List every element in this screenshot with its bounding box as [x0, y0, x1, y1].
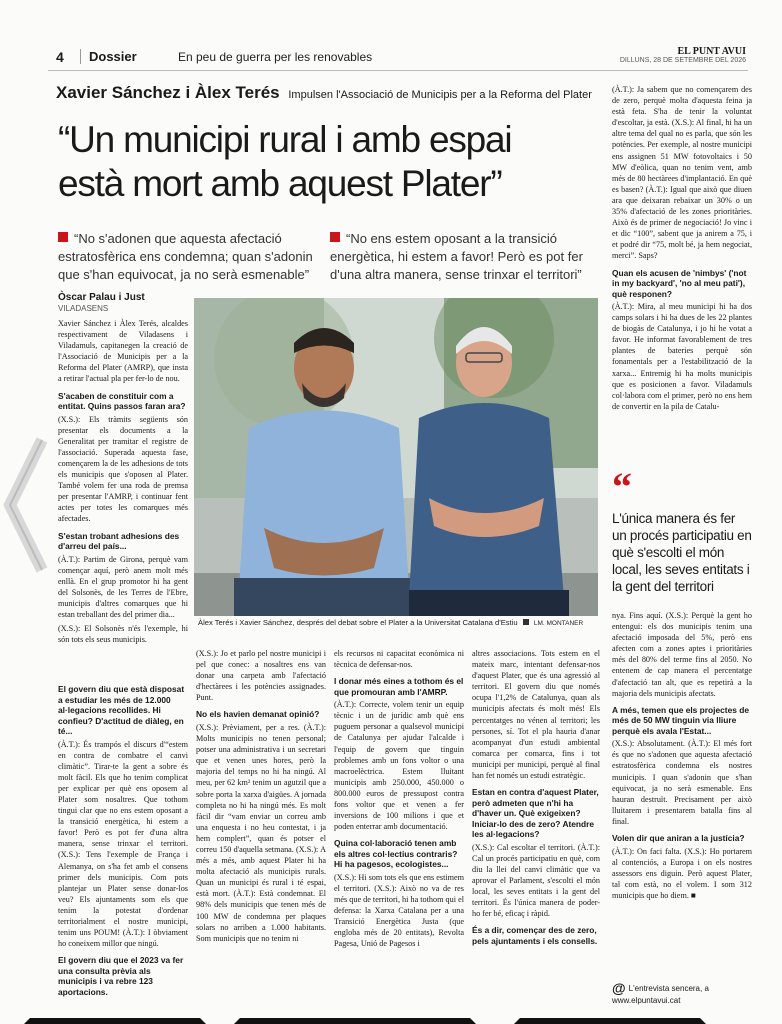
column-1-bottom	[58, 678, 188, 1010]
article-paragraph: (X.S.): Hi som tots els que ens estimem el territori. (X.S.): Això no va de res més que de territori, hi ha tothom qui el defensa: la Xarxa Catalana per a una Transició Energètica Justa (que engloba més de 20 entitats), Revolta Pagesa, Unió de Pagesos i	[334, 872, 464, 949]
article-paragraph: nya. Fins aquí. (X.S.): Perquè la gent ho entengui: els dos municipis tenim una afectació imposada del 5%, però ens afecten com a zones aptes i prioritàries més del 80% del terme fins al 2050. No entenem de cap manera el percentatge d'afectació tan alt, que es repetirà a la majoria dels municipis afectats.	[612, 611, 752, 698]
red-square-bullet-icon	[58, 232, 68, 242]
interview-question: S'acaben de constituir com a entitat. Quins passos faran ara?	[58, 390, 186, 412]
author-byline: Òscar Palau i Just	[58, 292, 145, 303]
article-paragraph: (X.S.): El Solsonès n'és l'exemple, hi són tots els seus municipis.	[58, 624, 188, 645]
article-paragraph: els recursos ni capacitat econòmica ni tècnica de defensar-nos.	[334, 649, 464, 670]
pull-quote-text: L'única manera és fer un procés participatiu en què s'escolti el món local, les seves entitats i la gent del territori	[612, 511, 752, 594]
page-bottom-decoration	[0, 1008, 782, 1024]
article-paragraph: (X.S.): Prèviament, per a res. (À.T.): Molts municipis no tenen personal; potser una administrativa i un secretari que et venen unes hores, però la majoria del temps no hi ha ningú. Al meu, per 62 km² tenim un agutzil que a sobre porta la xarxa d'aigües. A jornada completa no hi ha ningú més. Es molt fàcil dir “vam enviar un correu amb una enquesta i no heu contestat, i ja hem complert”, quan és potser el correu 150 d'aquella setmana. (X.S.): A més a més, amb aquest Plater hi ha molta afectació als municipis rurals. Quan un municipi és rural i té espai, està mort. (À.T.): Està condemnat. El 98% dels municipis que tenen més de 100 MW de condemna per plaques solars no arriben a 1.000 habitants. Som municipis que no tenim ni	[196, 722, 326, 943]
column-4	[472, 648, 600, 1010]
page-number: 4	[56, 49, 64, 65]
names-subtitle: Impulsen l'Associació de Municipis per a la Reforma del Plater	[288, 89, 592, 101]
highlight-quote-right	[330, 230, 592, 284]
quote-left-text: “No s'adonen que aquesta afectació estratosfèrica ens condemna; quan s'adonin que s'han equivocat, ja no serà esmenable”	[58, 231, 313, 282]
headline-line-1: “Un municipi rural i amb espai	[58, 119, 512, 160]
interview-question: Volen dir que aniran a la justícia?	[612, 833, 745, 843]
interview-question: Quan els acusen de 'nimbys' ('not in my backyard', 'no al meu pati'), què responen?	[612, 267, 747, 299]
interview-question: El govern diu que el 2023 va fer una consulta prèvia als municipis i va rebre 123 aportacions.	[58, 955, 184, 997]
column-5-top	[612, 84, 752, 468]
photo-illustration	[194, 298, 598, 616]
highlight-quote-left	[58, 230, 320, 284]
article-paragraph: (X.S.): Els tràmits següents són presentar els documents a la Generalitat per tramitar el registre de l'associació. Superada aquesta fase, començarem la de les adhesions de tots els municipis que s'oposen al Plater. També volem fer una roda de premsa per presentar l'AMRP, i continuar fent actes per totes les comarques més afectades.	[58, 414, 188, 524]
quote-right-text: “No ens estem oposant a la transició energètica, hi estem a favor! Però es pot fer d'una altra manera, sense trinxar el territori”	[330, 231, 583, 282]
article-paragraph: (À.T.): Partim de Girona, perquè vam començar aquí, però anem molt més enllà. En el grup promotor hi ha gent del Solsonès, de les Terres de l'Ebre, municipis d'altres comarques que hi estan treballant des del primer dia...	[58, 554, 188, 619]
names-text: Xavier Sánchez i Àlex Terés	[56, 83, 280, 102]
article-paragraph: (X.S.): Cal escoltar el territori. (À.T.): Cal un procés participatiu en què, com diu la llei del canvi climàtic que va aprovar el Parlament, s'escolti el món local, les seves entitats i la gent del territori. És l'única manera de poder-ho fer bé, eficaç i ràpid.	[472, 842, 600, 919]
headline-line-2: està mort amb aquest Plater”	[58, 163, 502, 204]
photo-credit-icon	[523, 619, 529, 625]
interview-question: A més, temen que els projectes de més de 50 MW tinguin via lliure perquè els avala l'Estat...	[612, 704, 749, 736]
section-name: Dossier	[80, 49, 137, 64]
column-1-top	[58, 318, 188, 676]
interview-question: Quina col·laboració tenen amb els altres col·lectius contraris? Hi ha pagesos, ecologistes...	[334, 838, 458, 870]
photo-caption	[198, 618, 598, 627]
column-3	[334, 648, 464, 1010]
interview-photo	[194, 298, 598, 616]
interview-question: S'estan trobant adhesions des d'arreu del país...	[58, 530, 180, 551]
at-sign-icon: @	[612, 980, 626, 996]
article-paragraph: (X.S.): Absolutament. (À.T.): El més fort és que no s'adonen que aquesta afectació estratosfèrica condemna els nostres municipis. I quan s'adonin que s'han equivocat, ja no serà esmenable. Ens hauran destruït. Precisament per això lluitarem i presentarem batalla fins al final.	[612, 739, 752, 826]
photo-credit: LM. MONTANER	[533, 620, 584, 627]
article-paragraph: altres associacions. Tots estem en el mateix marc, intentant defensar-nos d'aquest Plater, que és una agressió al territori. El govern diu que només ocupa l'1,2% de Catalunya, quan als municipis afectats és molt més! Els percentatges no vénen al territori; les persones, sí. Tot el pla hauria d'anar acompanyat d'un estudi ambiental comarca per comarca, fins i tot municipi per municipi, perquè al final han fet només un estudi estratègic.	[472, 649, 600, 781]
headline	[58, 118, 598, 206]
article-paragraph: (X.S.): Jo et parlo pel nostre municipi i pel que conec: a nosaltres ens van donar una carpeta amb l'afectació d'hectàrees i les potències assignades. Punt.	[196, 649, 326, 703]
quotation-mark-icon: “	[612, 464, 632, 509]
issue-date: DILLUNS, 28 DE SETEMBRE DEL 2026	[619, 57, 746, 64]
interview-question: I donar més eines a tothom és el que promouran amb l'AMRP.	[334, 676, 464, 697]
section-subtitle: En peu de guerra per les renovables	[178, 50, 373, 64]
article-paragraph: (À.T.): Mira, al meu municipi hi ha dos camps solars i hi ha dues de les 22 plantes de biogàs de Catalunya, i jo hi he votat a favor. He informat favorablement de tres plantes de bateries perquè són fonamentals per a l'estabilització de la xarxa... Entremig hi ha molts municipis que es posicionen a favor. Viladamuls col·labora com el primer, però no ens hem de convertir en la pila de Catalu-	[612, 302, 752, 411]
column-2	[196, 648, 326, 1010]
article-paragraph: (À.T.): Correcte, volem tenir un equip tècnic i un de jurídic amb què ens puguem personar a qualsevol municipi de Catalunya per ajudar l'alcalde i l'equip de govern que tinguin problemes amb un fons voltor o una macroelèctrica. Estem lluitant municipis amb 250.000, 450.000 o 800.000 euros de pressupost contra fons voltor que et venen a fer inversions de 100 milions i que et poden enterrar amb documentació.	[334, 700, 464, 832]
pull-quote	[612, 464, 752, 595]
article-paragraph: Xavier Sánchez i Àlex Terés, alcaldes respectivament de Viladasens i Viladamuls, capitanegen la creació de l'Associació de Municipis per a la Reforma del Plater (AMRP), que insta a retirar l'actual pla per fer-lo de nou.	[58, 319, 188, 384]
article-paragraph: (À.T.): És trampós el discurs d'“estem en contra de combatre el canvi climàtic”. Tirar-te la gent a sobre és molt fàcil. Els que ho tenim complicat per explicar per què ens oposem al Plater som nosaltres. Que tothom tingui clar que no ens estem oposant a la transició energètica, hi estem a favor! Però es pot fer d'una altra manera, sense trinxar el territori. (X.S.): Tens l'exemple de França i Alemanya, on s'ha fet amb el consens primer dels municipis. Com pots plantejar un Plater sense donar-los veu? Els ajuntaments som els que tenim la potestat d'ordenar territorialment el nostre municipi, tenim uns POUM! (À.T.): I òbviament ho coneixem millor que ningú.	[58, 739, 188, 949]
article-paragraph: (À.T.): Ja sabem que no començarem des de zero, perquè molta d'aquesta feina ja està feta. S'ha de tenir la voluntat d'escoltar, ja està. (X.S.): Al final, hi ha un altre tema del qual no es parla, que són les potències. Per exemple, al nostre municipi ens assignen 51 MW fotovoltaics i 50 MW d'eòlica, quan no tenim vent, amb més de 80 hectàrees d'implantació. En què es basen? (À.T.): Igual que això que diuen ara que deixaran rebaixar un 30% o un 35% d'afectació de les zones prioritàries. Això és de primer de negociació! Jo vinc i et dic “100”, sabent que ja anirem a 75, i et podré dir “75, molt bé, ja hem negociat, merci”. Saps?	[612, 85, 752, 261]
web-reference	[612, 980, 752, 1005]
page-header	[48, 44, 748, 71]
column-5-bottom	[612, 610, 752, 978]
dateline-location: VILADASENS	[58, 304, 109, 313]
caption-text: Àlex Terés i Xavier Sánchez, després del debat sobre el Plater a la Universitat Catalana d'Estiu	[198, 618, 518, 627]
interviewee-names	[56, 83, 606, 103]
article-paragraph: (À.T.): On faci falta. (X.S.): Ho portarem al contenciós, a Europa i on els nostres assessors ens diguin. Però aquest Plater, tal com està, no el volem. I som 312 municipis que ho diem. ■	[612, 846, 752, 900]
interview-question: No els havien demanat opinió?	[196, 709, 320, 720]
newspaper-logo: EL PUNT AVUI	[677, 46, 746, 57]
interview-question: Estan en contra d'aquest Plater, però admeten que n'hi ha d'haver un. Què exigeixen? Iniciar-lo des de zero? Atendre les al·legacions?	[472, 787, 599, 840]
red-square-bullet-icon	[330, 232, 340, 242]
web-reference-text[interactable]: L'entrevista sencera, a www.elpuntavui.cat	[612, 984, 709, 1005]
interview-question: El govern diu que està disposat a estudiar les més de 12.000 al·legacions recollides. Hi confieu? D'actitud de diàleg, en té...	[58, 684, 185, 736]
interview-question: És a dir, començar des de zero, pels ajuntaments i els consells.	[472, 925, 598, 946]
chevron-left-icon[interactable]	[2, 430, 48, 580]
